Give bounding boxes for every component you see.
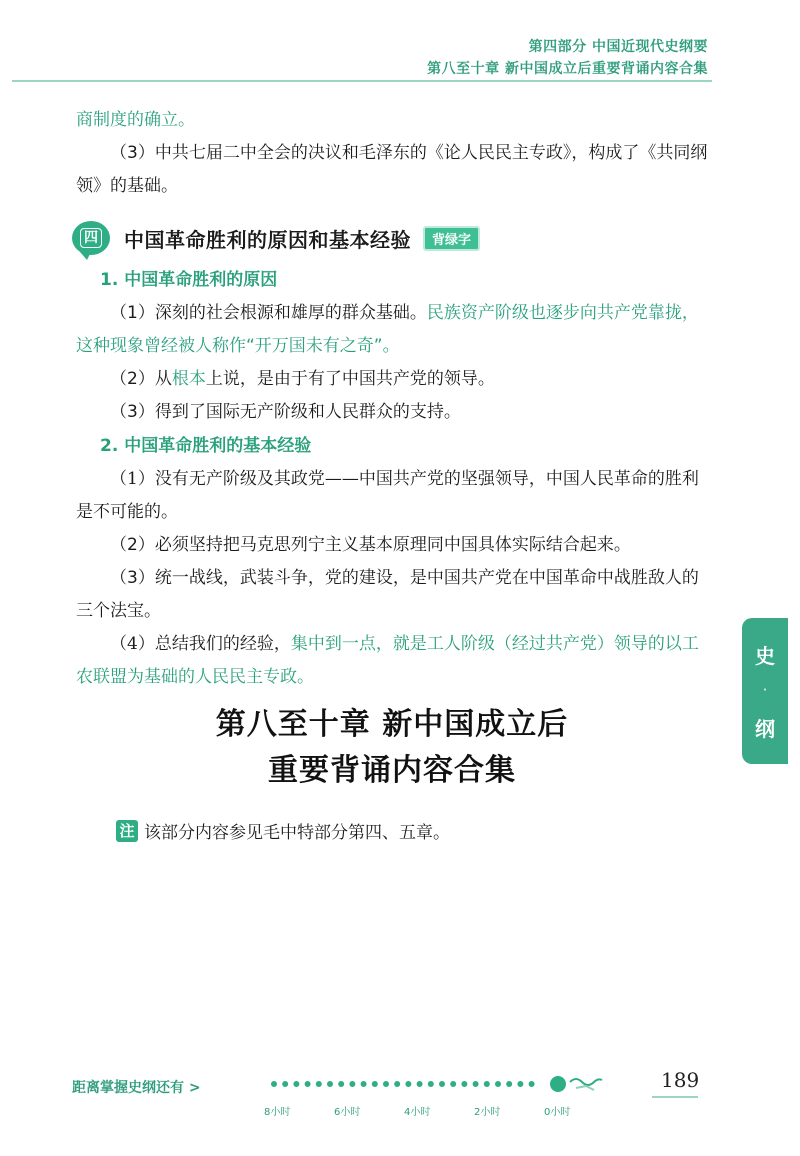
runner-motion-icon — [576, 1086, 594, 1090]
progress-dot — [271, 1081, 277, 1087]
side-tab-top: 史 — [755, 644, 775, 669]
experience-4 — [76, 628, 708, 694]
progress-dot — [361, 1081, 367, 1087]
tick-label-4h: 4小时 — [404, 1107, 431, 1118]
progress-dot — [327, 1081, 333, 1087]
progress-dot — [394, 1081, 400, 1087]
progress-dot — [372, 1081, 378, 1087]
progress-dot — [529, 1081, 535, 1087]
progress-dots — [271, 1081, 535, 1087]
chapter-title — [76, 702, 708, 794]
note — [116, 818, 450, 843]
note-badge: 注 — [116, 820, 138, 842]
tick-label-2h: 2小时 — [474, 1107, 501, 1118]
experience-1-bold: 中国共产党的坚强领导，中国人民革命的胜利是不可能的。 — [76, 469, 699, 522]
reason-2 — [76, 363, 708, 396]
main-content — [76, 104, 708, 694]
tick-label-0h: 0小时 — [544, 1107, 571, 1118]
reason-2-pre: （2）从 — [110, 369, 172, 389]
progress-dot — [439, 1081, 445, 1087]
experience-3-bold: （3）统一战线，武装斗争，党的建设， — [110, 568, 410, 588]
progress-dot — [506, 1081, 512, 1087]
side-tab-separator: ∙ — [763, 685, 767, 697]
section-number: 四 — [80, 228, 102, 248]
progress-label: 距离掌握史纲还有 > — [72, 1080, 201, 1096]
progress-dot — [495, 1081, 501, 1087]
header-divider — [12, 80, 712, 82]
reason-1 — [76, 297, 708, 363]
progress-dot — [473, 1081, 479, 1087]
progress-dot — [461, 1081, 467, 1087]
experience-3-rest: 是中国共产党在中国革命中战胜敌人的三个法宝。 — [76, 568, 699, 621]
experience-4-pre: （4）总结我们的经验， — [110, 634, 291, 654]
progress-dot — [417, 1081, 423, 1087]
experience-2: （2）必须坚持把马克思列宁主义基本原理同中国具体实际结合起来。 — [110, 535, 631, 555]
section-title: 中国革命胜利的原因和基本经验 — [124, 227, 411, 252]
experience-4-green: 集中到一点，就是工人阶级（经过共产党）领导的以工农联盟为基础的人民民主专政。 — [76, 634, 699, 687]
progress-dot — [405, 1081, 411, 1087]
note-text: 该部分内容参见毛中特部分第四、五章。 — [144, 823, 450, 843]
side-tab-bottom: 纲 — [755, 716, 775, 741]
subheading-experience: 2. 中国革命胜利的基本经验 — [100, 436, 312, 456]
progress-dot — [484, 1081, 490, 1087]
progress-dot — [517, 1081, 523, 1087]
progress-dot — [428, 1081, 434, 1087]
reason-2-post: 上说，是由于有了中国共产党的领导。 — [205, 369, 495, 389]
progress-dot — [349, 1081, 355, 1087]
chapter-title-line-2: 重要背诵内容合集 — [268, 753, 516, 788]
reason-3: （3）得到了国际无产阶级和人民群众的支持。 — [110, 402, 461, 422]
experience-1 — [76, 463, 708, 529]
experience-3 — [76, 562, 708, 628]
continued-line: 商制度的确立。 — [76, 110, 195, 130]
memorize-green-badge: 背绿字 — [423, 226, 480, 251]
section-number-bubble — [72, 221, 110, 255]
runner-icon — [550, 1076, 602, 1092]
reason-1-green: 民族资产阶级也逐步向共产党靠拢，这种现象曾经被人称作“开万国未有之奇”。 — [76, 303, 699, 356]
reason-2-green: 根本 — [171, 369, 206, 389]
running-header — [427, 36, 708, 80]
progress-dot — [450, 1081, 456, 1087]
progress-marker — [550, 1076, 566, 1092]
side-tab — [742, 618, 788, 764]
progress-dot — [293, 1081, 299, 1087]
progress-track — [270, 1076, 650, 1116]
reason-1-text: （1）深刻的社会根源和雄厚的群众基础。 — [110, 303, 427, 323]
experience-1-pre: （1）没有无产阶级及其政党—— — [110, 469, 359, 489]
section-4-heading — [72, 221, 708, 255]
tick-label-8h: 8小时 — [264, 1107, 291, 1118]
chapter-title-line-1: 第八至十章 新中国成立后 — [215, 707, 569, 742]
header-part: 第四部分 中国近现代史纲要 — [528, 39, 708, 55]
progress-dot — [316, 1081, 322, 1087]
tick-label-6h: 6小时 — [334, 1107, 361, 1118]
runner-trail-icon — [570, 1079, 602, 1085]
progress-dot — [383, 1081, 389, 1087]
subheading-reasons: 1. 中国革命胜利的原因 — [100, 270, 278, 290]
progress-dot — [282, 1081, 288, 1087]
page-number-underline — [652, 1096, 698, 1098]
progress-dot — [338, 1081, 344, 1087]
progress-dot — [305, 1081, 311, 1087]
paragraph-3: （3）中共七届二中全会的决议和毛泽东的《论人民民主专政》，构成了《共同纲领》的基础。 — [76, 143, 708, 196]
header-chapter: 第八至十章 新中国成立后重要背诵内容合集 — [427, 61, 708, 77]
page-number: 189 — [661, 1068, 700, 1092]
